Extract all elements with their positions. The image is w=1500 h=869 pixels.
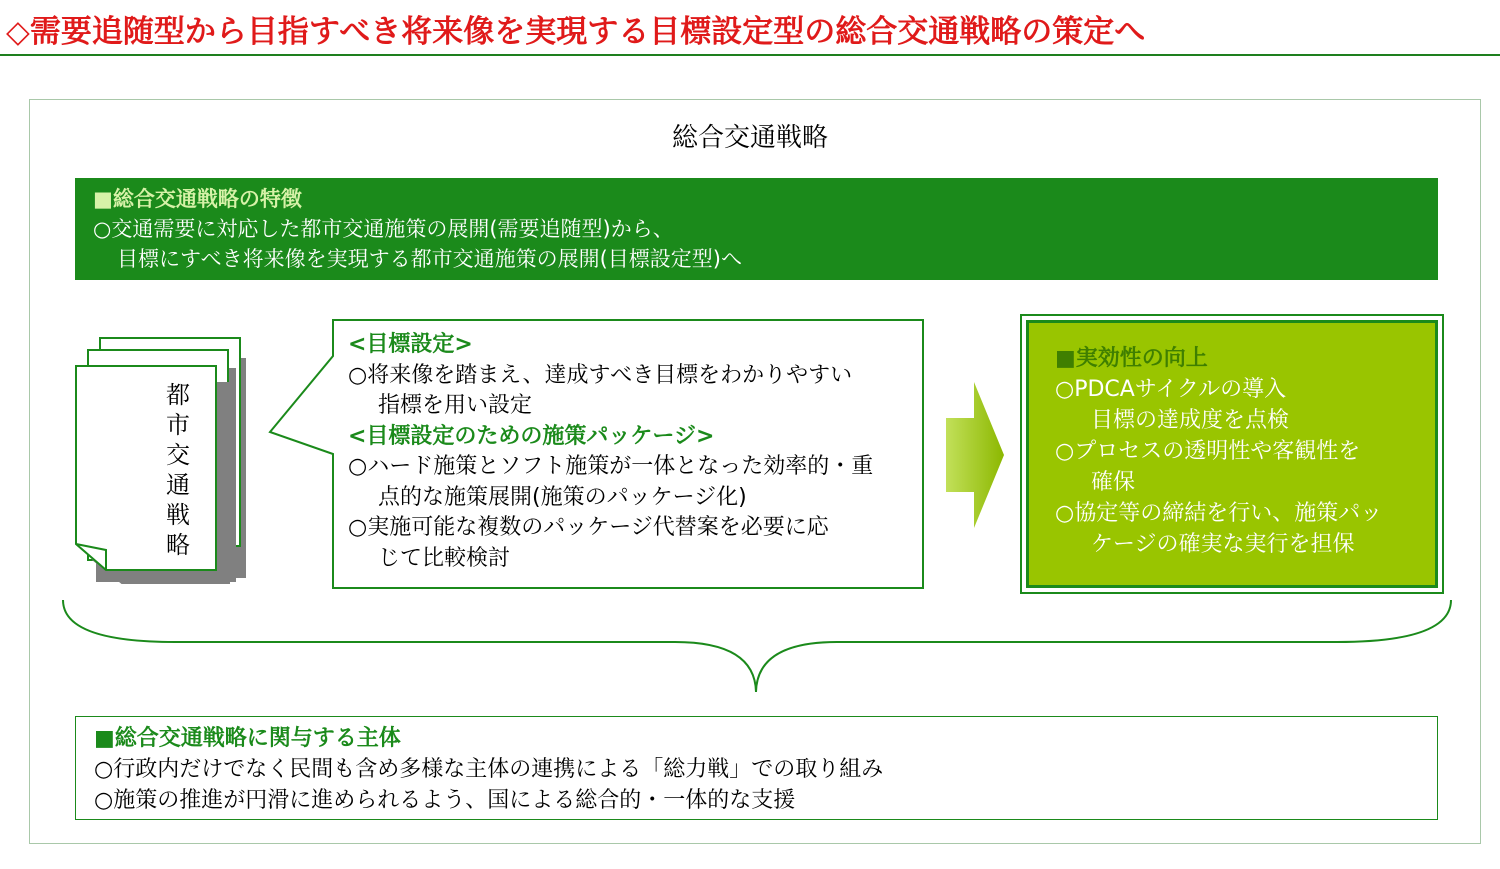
effectiveness-panel bbox=[1026, 320, 1438, 588]
actors-item-2: ○施策の推進が円滑に進められるよう、国による総合的・一体的な支援 bbox=[94, 788, 796, 813]
target-item-1-line-1: ○将来像を踏まえ、達成すべき目標をわかりやすい bbox=[348, 362, 853, 388]
features-box bbox=[75, 178, 1438, 280]
curly-brace-icon bbox=[55, 596, 1459, 696]
effectiveness-item-1-line-2: 目標の達成度を点検 bbox=[1091, 408, 1290, 433]
effectiveness-item-2-line-2: 確保 bbox=[1091, 470, 1136, 495]
page-title: ◇需要追随型から目指すべき将来像を実現する目標設定型の総合交通戦略の策定へ bbox=[6, 14, 1146, 50]
effectiveness-item-3-line-1: ○協定等の締結を行い、施策パッ bbox=[1055, 501, 1383, 526]
package-item-1-line-2: 点的な施策展開(施策のパッケージ化) bbox=[378, 484, 747, 510]
effectiveness-heading: ■実効性の向上 bbox=[1055, 346, 1208, 371]
title-rule bbox=[0, 54, 1500, 56]
frame-title: 総合交通戦略 bbox=[671, 123, 828, 153]
actors-box bbox=[75, 716, 1438, 820]
actors-heading: ■総合交通戦略に関与する主体 bbox=[94, 726, 401, 751]
effectiveness-item-1-line-1: ○PDCAサイクルの導入 bbox=[1055, 377, 1287, 402]
right-arrow-icon bbox=[946, 382, 1006, 528]
package-heading: <目標設定のための施策パッケージ> bbox=[348, 423, 715, 449]
target-item-1-line-2: 指標を用い設定 bbox=[378, 393, 533, 418]
features-heading: ■総合交通戦略の特徴 bbox=[93, 187, 302, 211]
actors-item-1: ○行政内だけでなく民間も含め多様な主体の連携による「総力戦」での取り組み bbox=[94, 757, 884, 782]
features-line-1: ○交通需要に対応した都市交通施策の展開(需要追随型)から、 bbox=[93, 217, 674, 241]
package-item-1-line-1: ○ハード施策とソフト施策が一体となった効率的・重 bbox=[348, 454, 874, 479]
package-item-2-line-1: ○実施可能な複数のパッケージ代替案を必要に応 bbox=[348, 515, 829, 540]
target-setting-heading: <目標設定> bbox=[348, 332, 473, 357]
effectiveness-box bbox=[1020, 314, 1444, 594]
document-label: 都市交通戦略 bbox=[166, 381, 190, 559]
effectiveness-item-3-line-2: ケージの確実な実行を担保 bbox=[1091, 532, 1355, 557]
document-sheet-front bbox=[76, 366, 230, 584]
callout-content bbox=[348, 330, 918, 574]
package-item-2-line-2: じて比較検討 bbox=[378, 545, 511, 571]
features-line-2: 目標にすべき将来像を実現する都市交通施策の展開(目標設定型)へ bbox=[117, 247, 742, 271]
effectiveness-item-2-line-1: ○プロセスの透明性や客観性を bbox=[1055, 439, 1361, 464]
